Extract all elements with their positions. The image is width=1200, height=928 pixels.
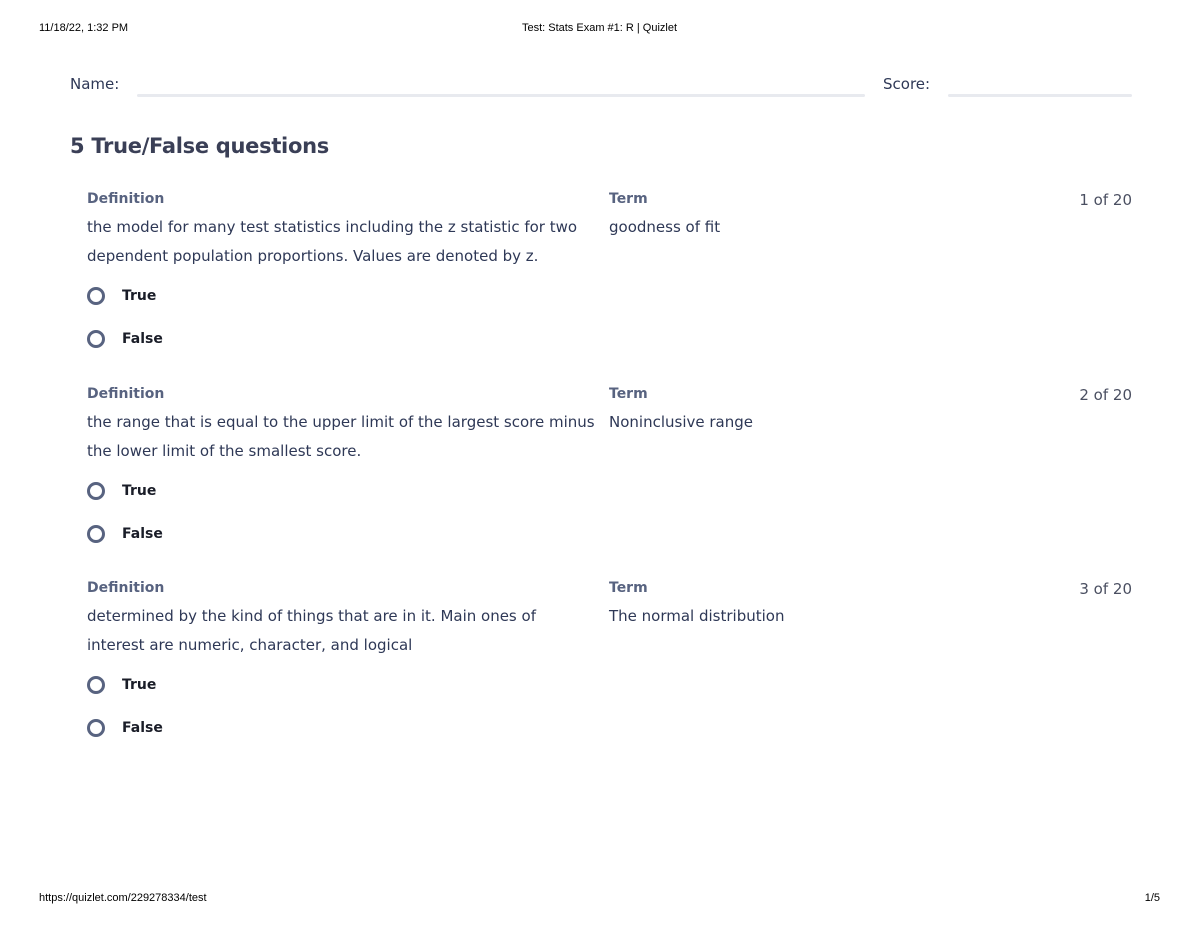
radio-button[interactable] xyxy=(87,330,105,348)
true-option[interactable] xyxy=(87,480,156,502)
question-number: 3 of 20 xyxy=(1079,580,1132,598)
false-option[interactable] xyxy=(87,523,163,545)
print-page-number: 1/5 xyxy=(1144,892,1160,904)
radio-button[interactable] xyxy=(87,719,105,737)
definition-text: the model for many test statistics including the z statistic for two dependent population proportions. Values are denoted by z. xyxy=(87,218,578,265)
option-label: False xyxy=(122,526,163,542)
print-footer xyxy=(39,892,1160,906)
term-text: The normal distribution xyxy=(609,607,785,625)
section-title: 5 True/False questions xyxy=(70,134,329,158)
print-url: https://quizlet.com/229278334/test xyxy=(39,892,207,904)
definition-text: determined by the kind of things that are in it. Main ones of interest are numeric, character, and logical xyxy=(87,607,536,654)
score-field[interactable] xyxy=(948,94,1132,97)
radio-button[interactable] xyxy=(87,287,105,305)
term-label: Term xyxy=(609,580,648,596)
question-number: 2 of 20 xyxy=(1079,386,1132,404)
score-label: Score: xyxy=(883,75,931,93)
question-card xyxy=(87,580,1132,750)
definition-label: Definition xyxy=(87,386,165,402)
radio-button[interactable] xyxy=(87,482,105,500)
print-header xyxy=(39,22,1160,36)
definition-label: Definition xyxy=(87,580,165,596)
true-option[interactable] xyxy=(87,285,156,307)
option-label: True xyxy=(122,677,157,693)
false-option[interactable] xyxy=(87,717,163,739)
name-field[interactable] xyxy=(137,94,865,97)
option-label: False xyxy=(122,331,163,347)
term-label: Term xyxy=(609,191,648,207)
radio-button[interactable] xyxy=(87,676,105,694)
option-label: True xyxy=(122,288,157,304)
print-page-title: Test: Stats Exam #1: R | Quizlet xyxy=(521,22,678,34)
name-score-row xyxy=(70,74,1132,98)
true-option[interactable] xyxy=(87,674,156,696)
term-text: Noninclusive range xyxy=(609,413,753,431)
option-label: False xyxy=(122,720,163,736)
definition-label: Definition xyxy=(87,191,165,207)
term-label: Term xyxy=(609,386,648,402)
term-text: goodness of fit xyxy=(609,218,721,236)
radio-button[interactable] xyxy=(87,525,105,543)
option-label: True xyxy=(122,483,157,499)
false-option[interactable] xyxy=(87,328,163,350)
definition-text: the range that is equal to the upper limit of the largest score minus the lower limit of the smallest score. xyxy=(87,413,595,460)
print-datetime: 11/18/22, 1:32 PM xyxy=(39,22,129,34)
question-number: 1 of 20 xyxy=(1079,191,1132,209)
question-card xyxy=(87,191,1132,361)
name-label: Name: xyxy=(70,75,120,93)
question-card xyxy=(87,386,1132,556)
